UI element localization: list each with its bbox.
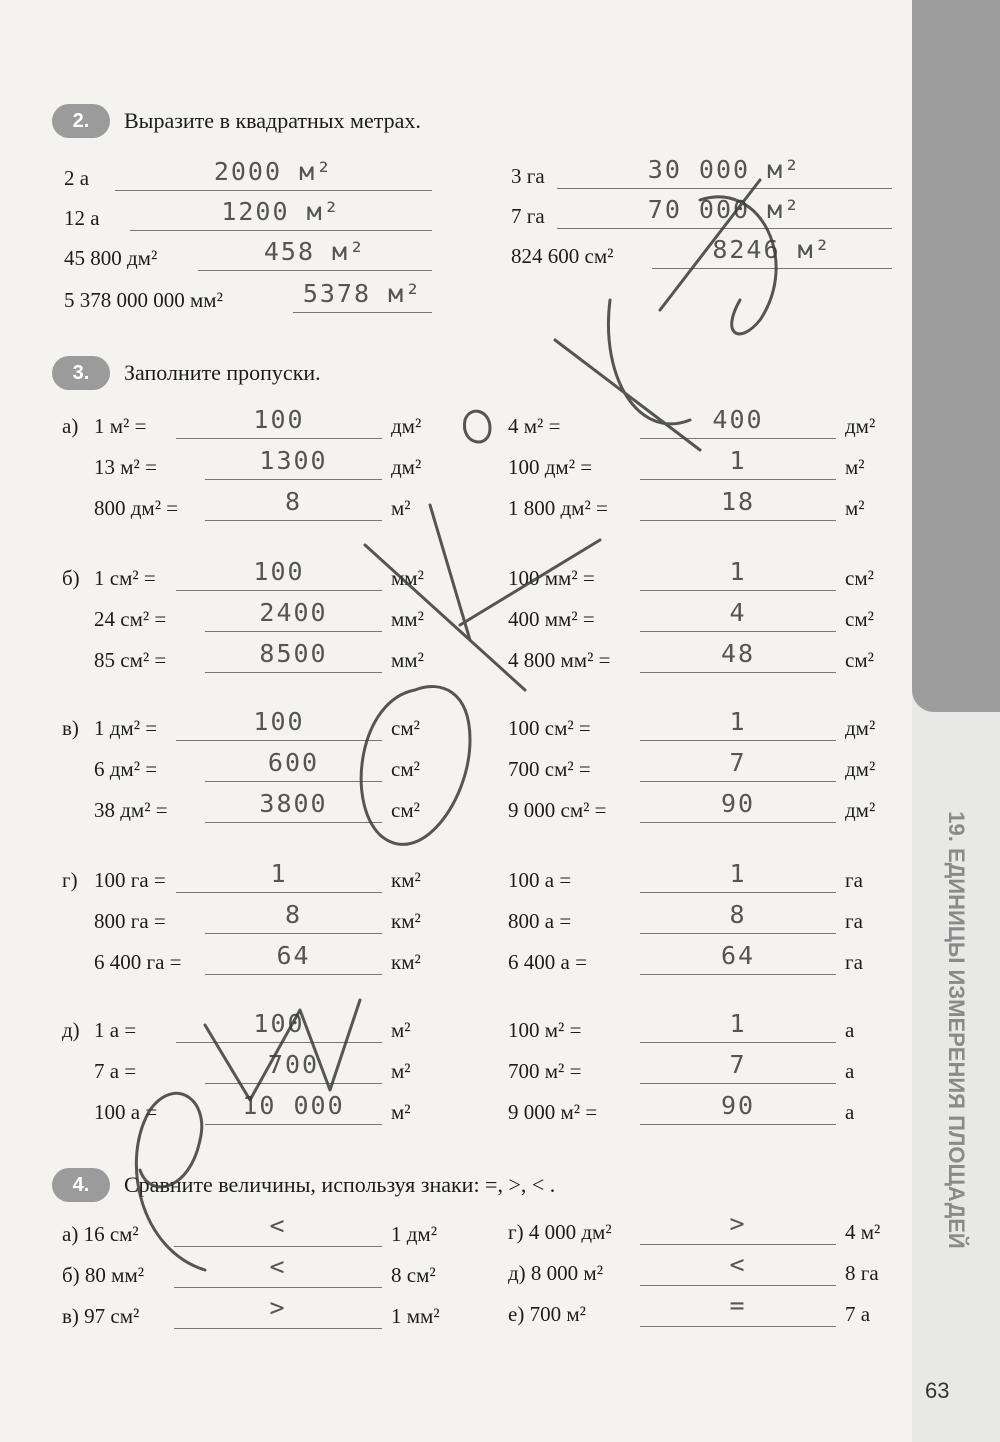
handwritten-sign: < [729,1250,747,1279]
task-2-title: Выразите в квадратных метрах. [124,108,421,133]
handwritten-answer: 8246 м² [712,235,832,264]
unit-left: м² [391,496,411,520]
handwritten-answer: 1 [729,859,747,888]
expression-right: 100 м² = [508,1018,582,1042]
handwritten-answer: 8500 [259,639,328,668]
expression-right: 100 а = [508,868,572,892]
unit-left: м² [391,1100,411,1124]
handwritten-sign: > [269,1293,287,1322]
compare-right-expr: е) 700 м² [508,1302,586,1326]
handwritten-answer: 7 [729,1050,747,1079]
group-letter: в) [62,716,79,740]
handwritten-answer: 1 [270,859,288,888]
expression-left: 38 дм² = [94,798,168,822]
task-4-title: Сравните величины, используя знаки: =, >, < . [124,1172,556,1197]
expression-right: 100 дм² = [508,455,593,479]
task-3-title: Заполните пропуски. [124,360,321,385]
unit-right: а [845,1018,855,1042]
handwritten-answer: 7 [729,748,747,777]
unit-right: см² [845,648,874,672]
unit-left: мм² [391,648,424,672]
handwritten-answer: 700 [267,1050,320,1079]
task-2-label: 45 800 дм² [64,246,158,270]
handwritten-answer: 1300 [259,446,328,475]
task-2-label: 2 а [64,166,90,190]
expression-left: 1 а = [94,1018,137,1042]
unit-left: см² [391,757,420,781]
unit-right: дм² [845,716,876,740]
expression-left: 6 дм² = [94,757,158,781]
expression-right: 1 800 дм² = [508,496,608,520]
unit-left: мм² [391,607,424,631]
handwritten-answer: 100 [253,557,305,586]
page-number: 63 [925,1378,950,1403]
handwritten-answer: 400 [712,405,764,434]
handwritten-answer: 64 [720,941,756,970]
handwritten-answer: 10 000 [242,1091,345,1120]
unit-right: а [845,1100,855,1124]
compare-right-value: 7 а [845,1302,871,1326]
expression-right: 700 м² = [508,1059,582,1083]
expression-right: 4 800 мм² = [508,648,611,672]
handwritten-sign: = [729,1291,747,1320]
unit-left: м² [391,1059,411,1083]
task-2-label: 5 378 000 000 мм² [64,288,223,312]
handwritten-sign: < [269,1211,287,1240]
group-letter: а) [62,414,79,438]
compare-left-expr: б) 80 мм² [62,1263,145,1287]
handwritten-answer: 8 [284,487,303,516]
unit-right: дм² [845,757,876,781]
handwritten-answer: 100 [253,707,305,736]
unit-right: см² [845,607,874,631]
handwritten-answer: 8 [284,900,303,929]
unit-left: см² [391,716,420,740]
handwritten-answer: 90 [720,1091,756,1120]
unit-right: га [845,909,863,933]
group-letter: г) [62,868,78,892]
expression-left: 1 см² = [94,566,156,590]
handwritten-answer: 458 м² [263,237,367,266]
task-2-badge: 2. [52,104,110,138]
handwritten-answer: 100 [253,405,305,434]
expression-right: 400 мм² = [508,607,595,631]
chapter-title: 19. ЕДИНИЦЫ ИЗМЕРЕНИЯ ПЛОЩАДЕЙ [944,811,969,1249]
compare-left-expr: а) 16 см² [62,1222,139,1246]
compare-left-value: 8 см² [391,1263,436,1287]
expression-left: 13 м² = [94,455,157,479]
expression-right: 6 400 а = [508,950,587,974]
task-4-badge: 4. [52,1168,110,1202]
compare-left-expr: в) 97 см² [62,1304,140,1328]
task-3-badge: 3. [52,356,110,390]
unit-left: м² [391,1018,411,1042]
handwritten-answer: 4 [729,598,747,627]
unit-right: см² [845,566,874,590]
unit-left: дм² [391,455,422,479]
expression-right: 100 мм² = [508,566,595,590]
unit-right: м² [845,496,865,520]
unit-right: дм² [845,798,876,822]
expression-left: 100 а = [94,1100,158,1124]
handwritten-answer: 18 [720,487,756,516]
handwritten-answer: 1 [729,446,747,475]
handwritten-answer: 3800 [259,789,328,818]
group-letter: б) [62,566,80,590]
handwritten-answer: 2400 [259,598,328,627]
handwritten-answer: 90 [720,789,756,818]
task-2-label: 824 600 см² [511,244,614,268]
unit-left: км² [391,909,421,933]
expression-left: 800 га = [94,909,166,933]
expression-right: 4 м² = [508,414,561,438]
compare-right-expr: д) 8 000 м² [508,1261,604,1285]
handwritten-answer: 2000 м² [213,157,334,186]
compare-right-expr: г) 4 000 дм² [508,1220,612,1244]
group-letter: д) [62,1018,80,1042]
expression-right: 100 см² = [508,716,591,740]
unit-right: га [845,950,863,974]
handwritten-sign: < [269,1252,287,1281]
compare-right-value: 4 м² [845,1220,881,1244]
unit-right: га [845,868,863,892]
handwritten-answer: 1 [729,557,747,586]
expression-left: 100 га = [94,868,166,892]
compare-left-value: 1 мм² [391,1304,440,1328]
expression-left: 1 м² = [94,414,147,438]
expression-left: 6 400 га = [94,950,182,974]
handwritten-answer: 48 [720,639,756,668]
expression-left: 1 дм² = [94,716,158,740]
handwritten-answer: 30 000 м² [647,155,802,184]
handwritten-answer: 100 [253,1009,305,1038]
handwritten-answer: 70 000 м² [647,195,802,224]
expression-left: 7 а = [94,1059,137,1083]
unit-right: а [845,1059,855,1083]
unit-left: мм² [391,566,424,590]
unit-right: м² [845,455,865,479]
expression-right: 9 000 см² = [508,798,607,822]
unit-left: км² [391,868,421,892]
handwritten-answer: 600 [267,748,320,777]
handwritten-sign: > [729,1209,747,1238]
expression-left: 800 дм² = [94,496,179,520]
handwritten-answer: 64 [276,941,311,970]
unit-left: км² [391,950,421,974]
handwritten-answer: 5378 м² [302,279,423,308]
unit-right: дм² [845,414,876,438]
task-2-label: 12 а [64,206,100,230]
handwritten-answer: 1 [729,1009,747,1038]
expression-right: 700 см² = [508,757,591,781]
expression-right: 9 000 м² = [508,1100,598,1124]
handwritten-answer: 1200 м² [221,197,341,226]
unit-left: см² [391,798,420,822]
expression-right: 800 а = [508,909,572,933]
compare-right-value: 8 га [845,1261,879,1285]
compare-left-value: 1 дм² [391,1222,438,1246]
task-2-label: 7 га [511,204,545,228]
handwritten-answer: 8 [729,900,747,929]
expression-left: 24 см² = [94,607,167,631]
unit-left: дм² [391,414,422,438]
task-2-label: 3 га [511,164,545,188]
expression-left: 85 см² = [94,648,167,672]
handwritten-answer: 1 [729,707,747,736]
